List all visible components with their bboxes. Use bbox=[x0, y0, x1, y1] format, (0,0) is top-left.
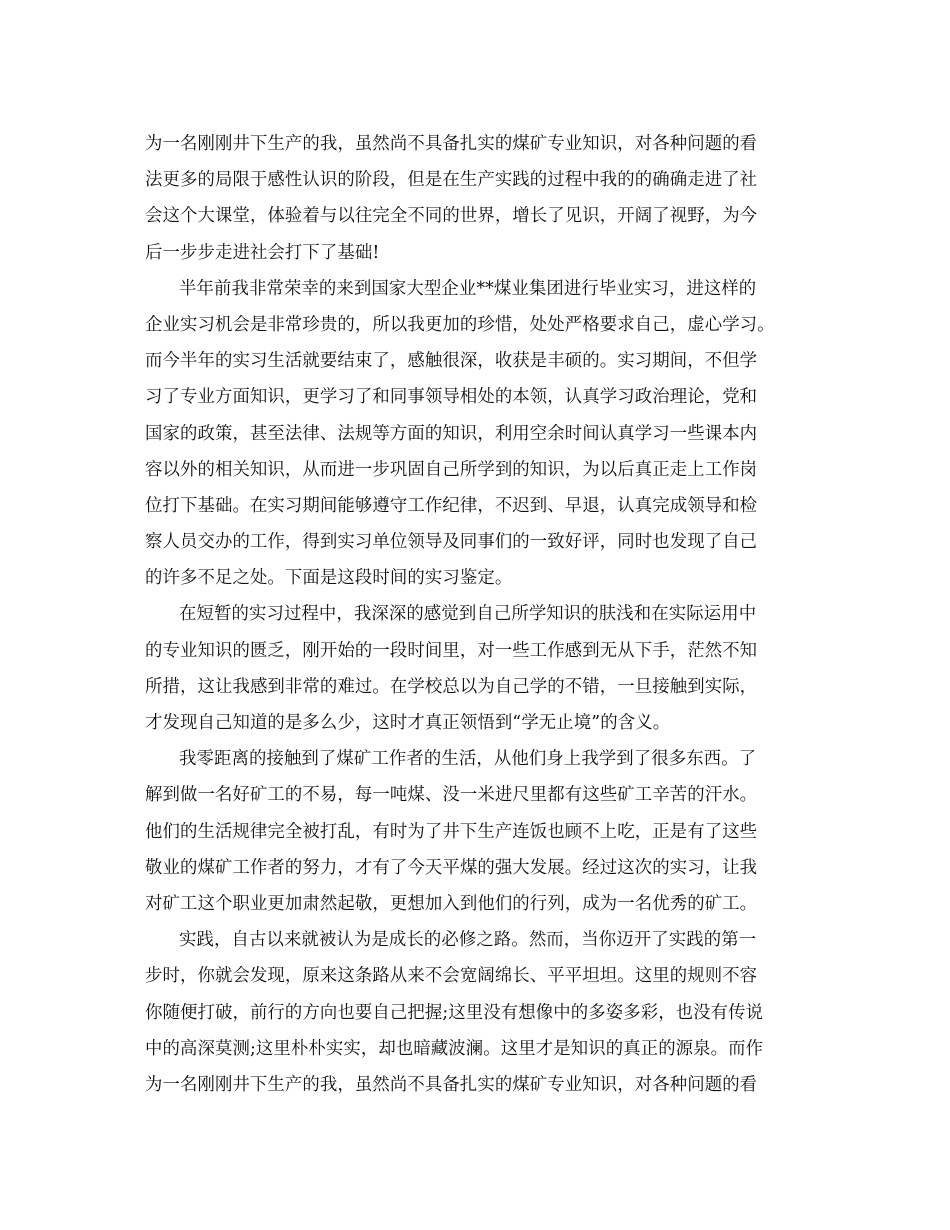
paragraph-first-line: 实践，自古以来就被认为是成长的必修之路。然而，当你迈开了实践的第一 bbox=[179, 930, 757, 951]
text-line: 的专业知识的匮乏，刚开始的一段时间里，对一些工作感到无从下手，茫然不知 bbox=[145, 640, 758, 661]
text-line: 才发现自己知道的是多么少，这时才真正领悟到“学无止境”的含义。 bbox=[145, 713, 671, 733]
text-line: 法更多的局限于感性认识的阶段，但是在生产实践的过程中我的的确确走进了社 bbox=[145, 170, 758, 191]
text-line: 步时，你就会发现，原来这条路从来不会宽阔绵长、平平坦坦。这里的规则不容 bbox=[145, 966, 758, 987]
text-line: 的许多不足之处。下面是这段时间的实习鉴定。 bbox=[145, 568, 513, 589]
text-line: 对矿工这个职业更加肃然起敬，更想加入到他们的行列，成为一名优秀的矿工。 bbox=[145, 893, 758, 914]
paragraph-first-line: 在短暂的实习过程中，我深深的感觉到自己所学知识的肤浅和在实际运用中 bbox=[179, 604, 757, 625]
text-line: 察人员交办的工作，得到实习单位领导及同事们的一致好评，同时也发现了自己 bbox=[145, 532, 758, 553]
text-line: 习了专业方面知识，更学习了和同事领导相处的本领，认真学习政治理论，党和 bbox=[145, 387, 758, 408]
text-line: 容以外的相关知识，从而进一步巩固自己所学到的知识，为以后真正走上工作岗 bbox=[145, 459, 758, 480]
paragraph-first-line: 我零距离的接触到了煤矿工作者的生活，从他们身上我学到了很多东西。了 bbox=[179, 749, 757, 770]
text-line: 解到做一名好矿工的不易，每一吨煤、没一米进尺里都有这些矿工辛苦的汗水。 bbox=[145, 785, 758, 806]
text-line: 为一名刚刚井下生产的我，虽然尚不具备扎实的煤矿专业知识，对各种问题的看 bbox=[145, 1074, 758, 1095]
text-line: 国家的政策，甚至法律、法规等方面的知识，利用空余时间认真学习一些课本内 bbox=[145, 423, 758, 444]
text-line: 为一名刚刚井下生产的我，虽然尚不具备扎实的煤矿专业知识，对各种问题的看 bbox=[145, 134, 758, 154]
text-line: 后一步步走进社会打下了基础! bbox=[145, 242, 380, 263]
text-line: 他们的生活规律完全被打乱，有时为了井下生产连饭也顾不上吃，正是有了这些 bbox=[145, 821, 758, 842]
text-line: 会这个大课堂，体验着与以往完全不同的世界，增长了见识，开阔了视野，为今 bbox=[145, 206, 758, 227]
text-line: 而今半年的实习生活就要结束了，感触很深，收获是丰硕的。实习期间，不但学 bbox=[145, 351, 758, 372]
text-line: 敬业的煤矿工作者的努力，才有了今天平煤的强大发展。经过这次的实习，让我 bbox=[145, 857, 758, 878]
text-line: 企业实习机会是非常珍贵的，所以我更加的珍惜，处处严格要求自己，虚心学习。 bbox=[145, 314, 775, 335]
paragraph-first-line: 半年前我非常荣幸的来到国家大型企业**煤业集团进行毕业实习，进这样的 bbox=[179, 278, 757, 299]
text-line: 你随便打破，前行的方向也要自己把握;这里没有想像中的多姿多彩，也没有传说 bbox=[145, 1002, 764, 1023]
text-line: 中的高深莫测;这里朴朴实实，却也暗藏波澜。这里才是知识的真正的源泉。而作 bbox=[145, 1038, 764, 1059]
text-line: 所措，这让我感到非常的难过。在学校总以为自己学的不错，一旦接触到实际， bbox=[145, 676, 758, 697]
text-line: 位打下基础。在实习期间能够遵守工作纪律，不迟到、早退，认真完成领导和检 bbox=[145, 495, 758, 516]
body-text bbox=[145, 126, 805, 1103]
